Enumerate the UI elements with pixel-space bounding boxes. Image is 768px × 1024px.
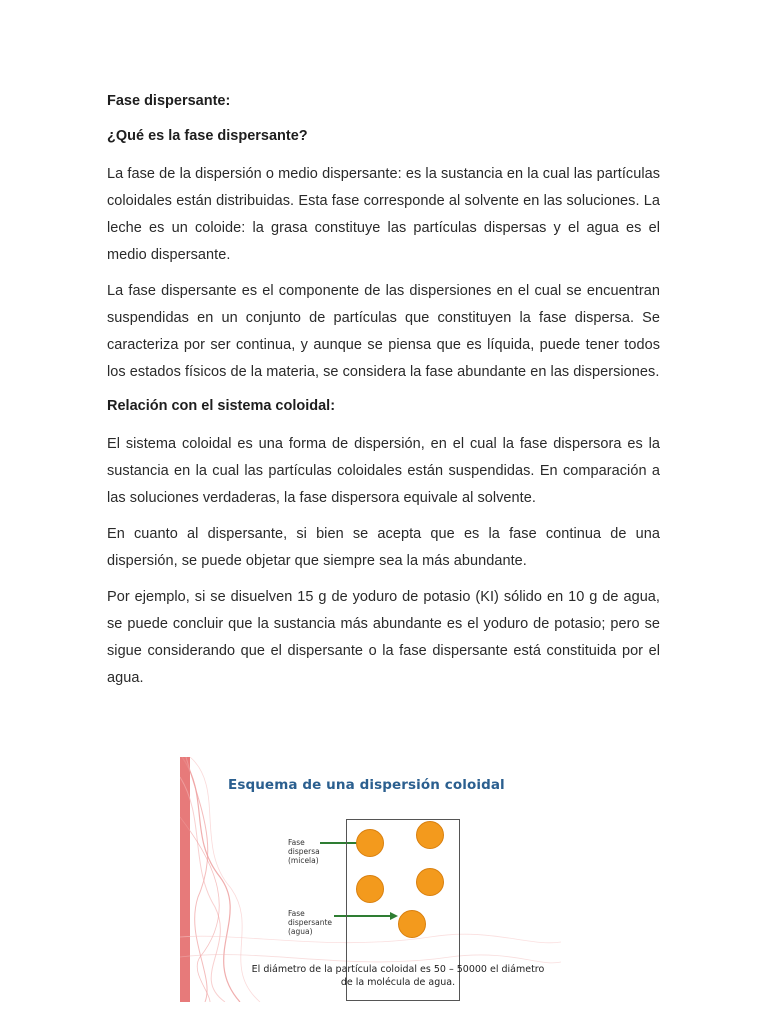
heading-relacion: Relación con el sistema coloidal: bbox=[107, 398, 336, 414]
colloid-diagram bbox=[180, 757, 561, 1002]
document-body bbox=[107, 90, 660, 701]
label-fase-dispersante: Fase dispersante (agua) bbox=[288, 909, 333, 936]
paragraph-4: En cuanto al dispersante, si bien se acepta que es la fase continua de una dispersión, se puede objetar que siempre sea la más abundante. bbox=[107, 526, 660, 569]
paragraph-2: La fase dispersante es el componente de las dispersiones en el cual se encuentran suspendidas en un conjunto de partículas que constituyen la fase dispersa. Se caracteriza por ser continua, y aunque se piensa que es líquida, puede tener todos los estados físicos de la materia, se considera la fase abundante en las dispersiones. bbox=[107, 283, 660, 380]
colloid-particle bbox=[416, 868, 444, 896]
label-fase-dispersa: Fase dispersa (micela) bbox=[288, 838, 320, 865]
colloid-particle bbox=[356, 875, 384, 903]
colloid-particle bbox=[398, 910, 426, 938]
paragraph-1: La fase de la dispersión o medio dispersante: es la sustancia en la cual las partículas coloidales están distribuidas. Esta fase corresponde al solvente en las soluciones. La leche es un coloide: la grasa constituye las partículas dispersas y el agua es el medio dispersante. bbox=[107, 166, 660, 263]
heading-fase-dispersante: Fase dispersante: bbox=[107, 93, 231, 109]
diagram-title: Esquema de una dispersión coloidal bbox=[228, 777, 505, 793]
heading-que-es: ¿Qué es la fase dispersante? bbox=[107, 128, 308, 144]
diagram-caption: El diámetro de la partícula coloidal es 50 – 50000 el diámetro de la molécula de agua. bbox=[251, 964, 545, 988]
colloid-particle bbox=[416, 821, 444, 849]
colloid-particle bbox=[356, 829, 384, 857]
paragraph-3: El sistema coloidal es una forma de dispersión, en el cual la fase dispersora es la sustancia en la cual las partículas coloidales están suspendidas. En comparación a las soluciones verdaderas, la fase dispersora equivale al solvente. bbox=[107, 436, 660, 506]
paragraph-5: Por ejemplo, si se disuelven 15 g de yoduro de potasio (KI) sólido en 10 g de agua, se puede concluir que la sustancia más abundante es el yoduro de potasio; pero se sigue considerando que el dispersante o la fase dispersante está constituida por el agua. bbox=[107, 589, 660, 686]
